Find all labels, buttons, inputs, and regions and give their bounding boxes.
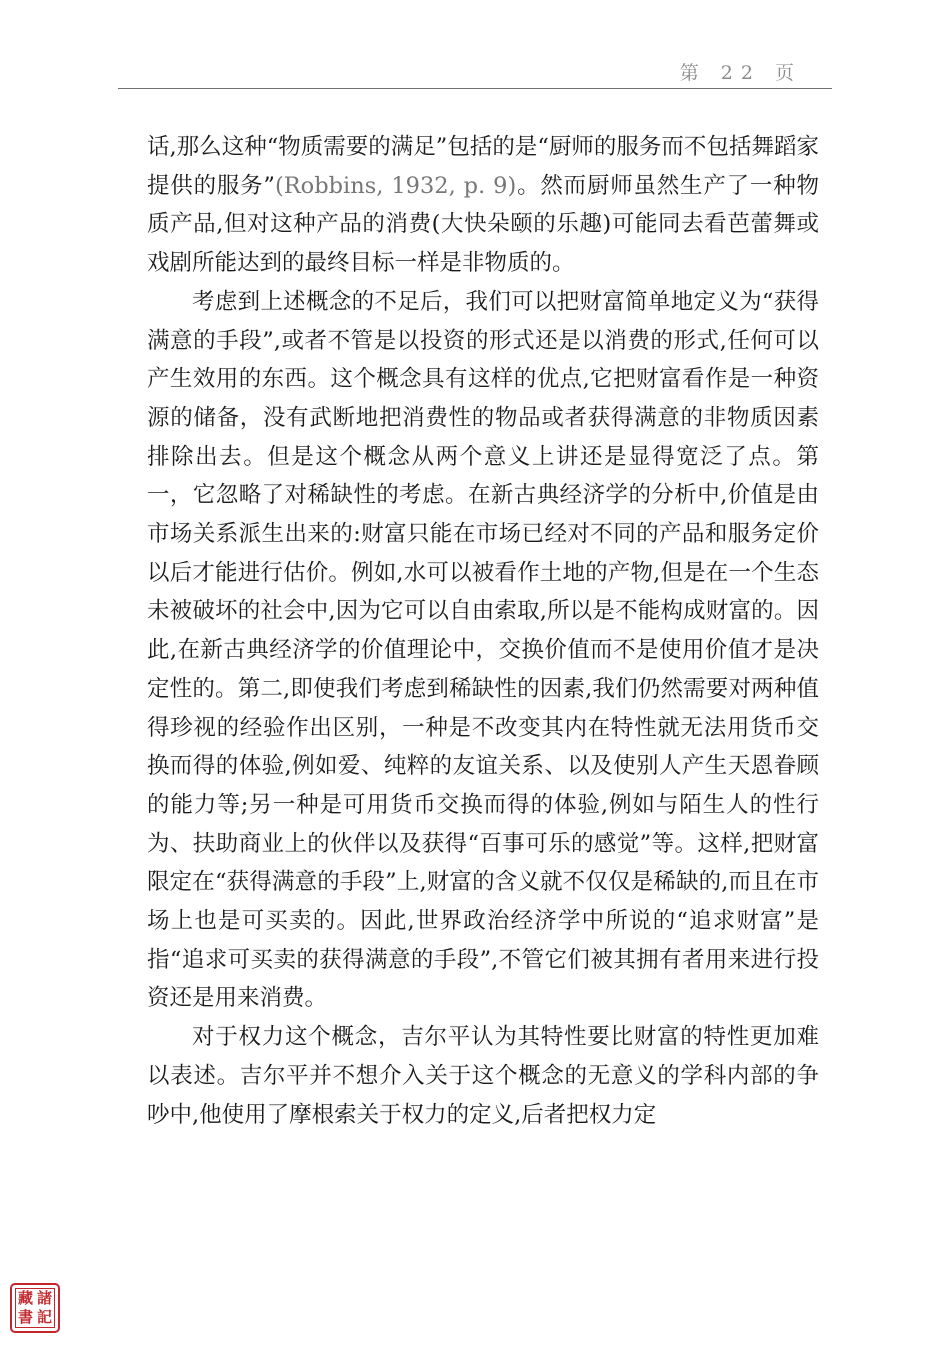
paragraph-1-text-start: 话,那么这种“物质需要的满足”包括的是“厨师的服务而不包括舞蹈家提供的服务” (147, 134, 819, 199)
collector-seal (10, 1283, 60, 1333)
paragraph-3: 对于权力这个概念，吉尔平认为其特性要比财富的特性更加难以表述。吉尔平并不想介入关于这个概念的无意义的学科内部的争吵中,他使用了摩根索关于权力的定义,后者把权力定 (147, 1024, 819, 1128)
seal-char-bottom-right: 記 (36, 1308, 52, 1326)
paragraph-2: 考虑到上述概念的不足后，我们可以把财富简单地定义为“获得满意的手段”,或者不管是以投资的形式还是以消费的形式,任何可以产生效用的东西。这个概念具有这样的优点,它把财富看作是一种资源的储备，没有武断地把消费性的物品或者获得满意的非物质因素排除出去。但是这个概念从两个意义上讲还是显得宽泛了点。第一，它忽略了对稀缺性的考虑。在新古典经济学的分析中,价值是由市场关系派生出来的:财富只能在市场已经对不同的产品和服务定价以后才能进行估价。例如,水可以被看作土地的产物,但是在一个生态未被破坏的社会中,因为它可以自由索取,所以是不能构成财富的。因此,在新古典经济学的价值理论中，交换价值而不是使用价值才是决定性的。第二,即使我们考虑到稀缺性的因素,我们仍然需要对两种值得珍视的经验作出区别，一种是不改变其内在特性就无法用货币交换而得的体验,例如爱、纯粹的友谊关系、以及使别人产生天恩眷顾的能力等;另一种是可用货币交换而得的体验,例如与陌生人的性行为、扶助商业上的伙伴以及获得“百事可乐的感觉”等。这样,把财富限定在“获得满意的手段”上,财富的含义就不仅仅是稀缺的,而且在市场上也是可买卖的。因此,世界政治经济学中所说的“追求财富”是指“追求可买卖的获得满意的手段”,不管它们被其拥有者用来进行投资还是用来消费。 (147, 288, 819, 1012)
seal-char-top-left: 藏 (17, 1289, 33, 1307)
paragraph-1-text-end: 。然而厨师虽然生产了一种物质产品,但对这种产品的消费(大快朵颐的乐趣)可能同去看芭蕾舞或戏剧所能达到的最终目标一样是非物质的。 (147, 172, 819, 277)
seal-char-top-right: 諸 (36, 1289, 52, 1307)
seal-grid (15, 1288, 55, 1328)
seal-char-bottom-left: 書 (17, 1308, 33, 1326)
paragraph-1 (147, 128, 819, 283)
page-number: 第 22 页 (679, 62, 802, 84)
body-text (147, 128, 819, 1134)
page-header (118, 58, 832, 89)
citation: (Robbins, 1932, p. 9) (274, 172, 517, 199)
